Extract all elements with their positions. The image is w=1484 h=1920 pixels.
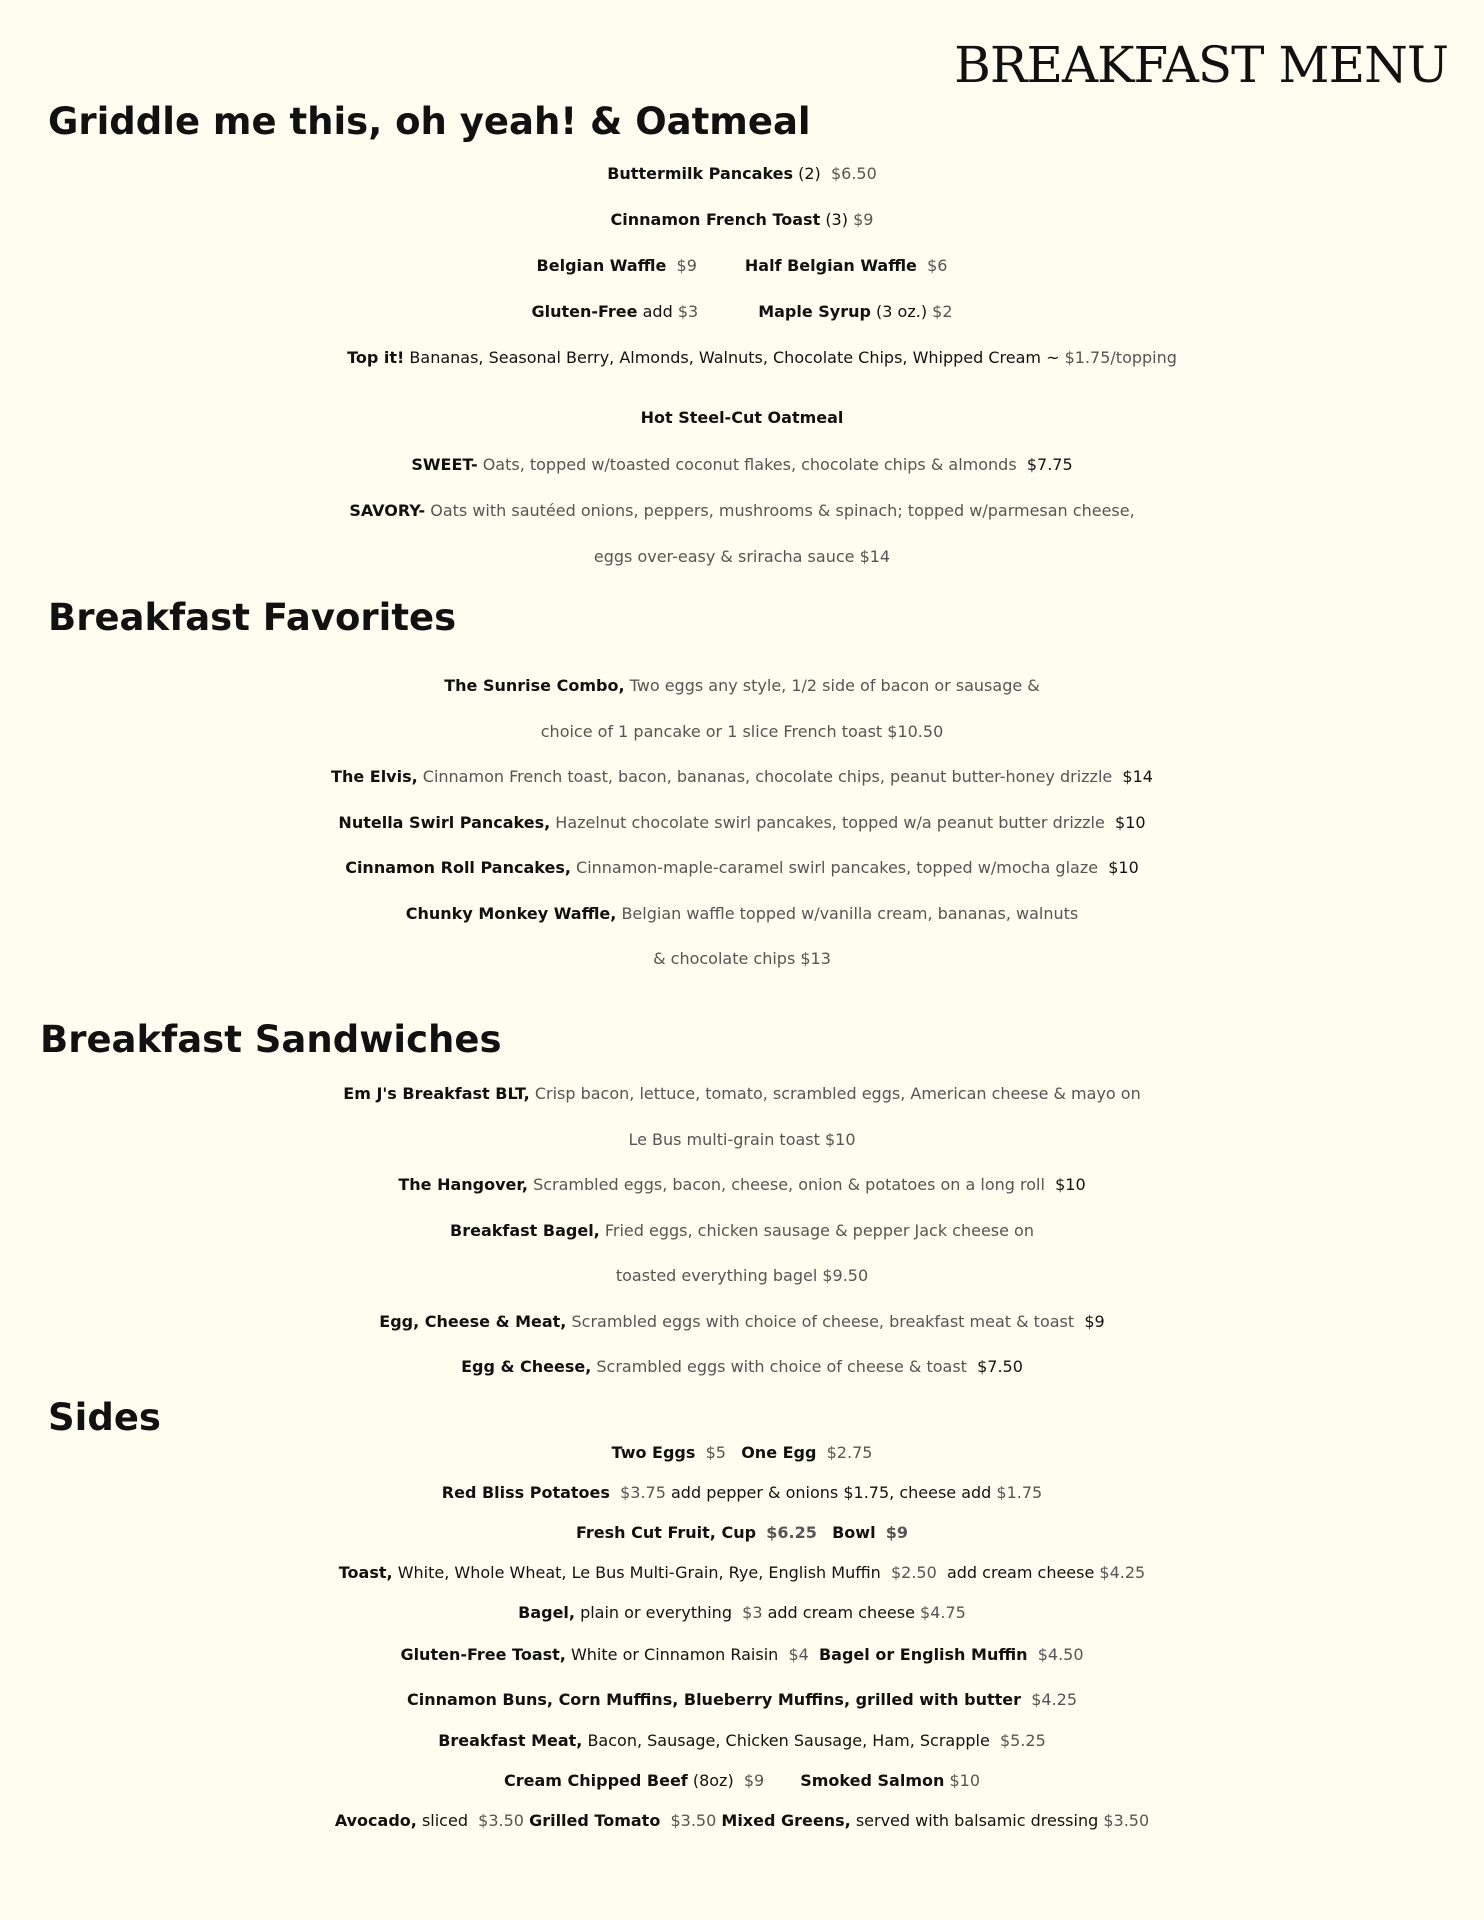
item-bagel-side: Bagel, plain or everything $3 add cream cheese $4.75 [518,1603,966,1622]
item-the-hangover: The Hangover, Scrambled eggs, bacon, cheese, onion & potatoes on a long roll $10 [398,1175,1086,1194]
item-egg-cheese-meat: Egg, Cheese & Meat, Scrambled eggs with choice of cheese, breakfast meat & toast $9 [379,1312,1105,1331]
section-heading-sandwiches: Breakfast Sandwiches [40,1018,502,1061]
item-eggs: Two Eggs $5 One Egg $2.75 [611,1443,873,1462]
item-avocado-tomato-greens: Avocado, sliced $3.50 Grilled Tomato $3.50 Mixed Greens, served with balsamic dressing $3.50 [334,1811,1150,1830]
item-breakfast-blt: Em J's Breakfast BLT, Crisp bacon, lettuce, tomato, scrambled eggs, American cheese & mayo on [343,1084,1141,1103]
item-fresh-fruit: Fresh Cut Fruit, Cup $6.25 Bowl $9 [576,1523,908,1542]
item-cinnamon-roll-pancakes: Cinnamon Roll Pancakes, Cinnamon-maple-caramel swirl pancakes, topped w/mocha glaze $10 [345,858,1139,877]
item-breakfast-bagel: Breakfast Bagel, Fried eggs, chicken sausage & pepper Jack cheese on [450,1221,1034,1240]
oatmeal-heading: Hot Steel-Cut Oatmeal [640,408,844,427]
item-sunrise-combo-line2: choice of 1 pancake or 1 slice French toast $10.50 [540,722,944,741]
item-nutella-pancakes: Nutella Swirl Pancakes, Hazelnut chocolate swirl pancakes, topped w/a peanut butter drizzle $10 [338,813,1146,832]
item-gluten-free-toast: Gluten-Free Toast, White or Cinnamon Raisin $4 Bagel or English Muffin $4.50 [400,1645,1084,1664]
item-buttermilk-pancakes: Buttermilk Pancakes (2) $6.50 [607,164,877,183]
item-cinnamon-french-toast: Cinnamon French Toast (3) $9 [610,210,874,229]
item-chunky-monkey: Chunky Monkey Waffle, Belgian waffle topped w/vanilla cream, bananas, walnuts [405,904,1079,923]
section-heading-sides: Sides [48,1396,161,1439]
item-gluten-free-syrup: Gluten-Free add $3 Maple Syrup (3 oz.) $2 [531,302,953,321]
item-breakfast-bagel-line2: toasted everything bagel $9.50 [615,1266,869,1285]
item-sweet-oatmeal: SWEET- Oats, topped w/toasted coconut flakes, chocolate chips & almonds $7.75 [411,455,1073,474]
item-breakfast-meat: Breakfast Meat, Bacon, Sausage, Chicken Sausage, Ham, Scrapple $5.25 [438,1731,1046,1750]
item-chunky-monkey-line2: & chocolate chips $13 [653,949,831,968]
item-breakfast-blt-line2: Le Bus multi-grain toast $10 [628,1130,856,1149]
item-buns-muffins: Cinnamon Buns, Corn Muffins, Blueberry Muffins, grilled with butter $4.25 [406,1690,1078,1709]
item-egg-cheese: Egg & Cheese, Scrambled eggs with choice of cheese & toast $7.50 [461,1357,1023,1376]
item-sunrise-combo: The Sunrise Combo, Two eggs any style, 1/2 side of bacon or sausage & [444,676,1040,695]
item-chipped-beef-salmon: Cream Chipped Beef (8oz) $9 Smoked Salmon $10 [503,1771,981,1790]
item-the-elvis: The Elvis, Cinnamon French toast, bacon, bananas, chocolate chips, peanut butter-honey drizzle $14 [331,767,1153,786]
item-toppings: Top it! Bananas, Seasonal Berry, Almonds, Walnuts, Chocolate Chips, Whipped Cream ~ $1.75/topping [347,348,1177,367]
item-belgian-waffles: Belgian Waffle $9 Half Belgian Waffle $6 [536,256,948,275]
item-toast: Toast, White, Whole Wheat, Le Bus Multi-Grain, Rye, English Muffin $2.50 add cream cheese $4.25 [338,1563,1146,1582]
section-heading-favorites: Breakfast Favorites [48,596,457,639]
section-heading-griddle: Griddle me this, oh yeah! & Oatmeal [48,100,811,143]
item-red-bliss-potatoes: Red Bliss Potatoes $3.75 add pepper & onions $1.75, cheese add $1.75 [441,1483,1043,1502]
item-savory-oatmeal: SAVORY- Oats with sautéed onions, peppers, mushrooms & spinach; topped w/parmesan cheese, [349,501,1135,520]
menu-title: BREAKFAST MENU [954,36,1448,94]
item-savory-oatmeal-line2: eggs over-easy & sriracha sauce $14 [593,547,891,566]
